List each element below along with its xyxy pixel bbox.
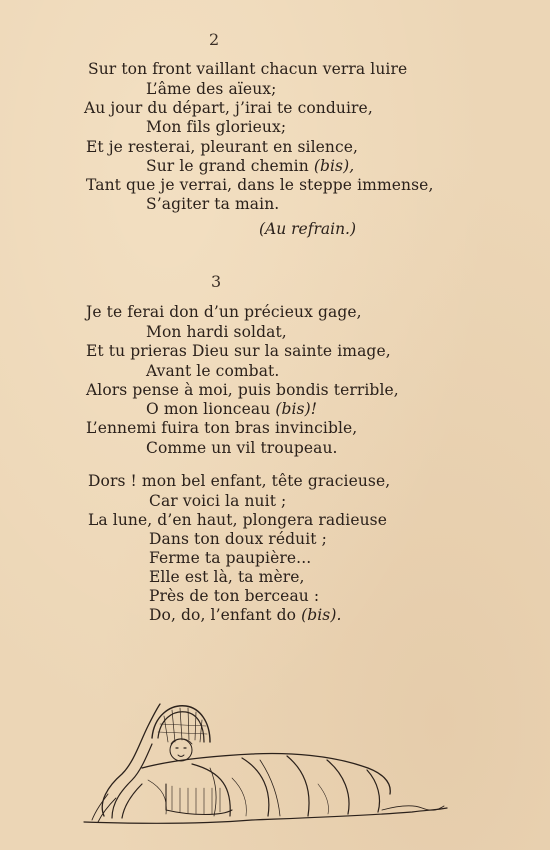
verse-line: Car voici la nuit ; xyxy=(149,492,287,510)
verse-line: Avant le combat. xyxy=(146,362,280,380)
verse-line: Comme un vil troupeau. xyxy=(146,439,338,457)
verse-line: Dans ton doux réduit ; xyxy=(149,530,327,548)
stanza-number: 2 xyxy=(209,30,220,49)
verse-line: Dors ! mon bel enfant, tête gracieuse, xyxy=(88,472,391,490)
verse-line: Et tu prieras Dieu sur la sainte image, xyxy=(86,342,391,360)
verse-line: La lune, d’en haut, plongera radieuse xyxy=(88,511,388,529)
verse-line: Mon fils glorieux; xyxy=(146,118,287,136)
verse-line: S’agiter ta main. xyxy=(146,195,280,213)
verse-line: Au jour du départ, j’irai te conduire, xyxy=(84,99,373,117)
verse-text: O mon lionceau xyxy=(146,400,271,418)
refrain-note: (Au refrain.) xyxy=(259,220,357,238)
bis-marker: (bis)! xyxy=(275,400,318,418)
verse-line xyxy=(146,400,317,418)
bis-marker: (bis). xyxy=(301,606,342,624)
verse-line: Elle est là, ta mère, xyxy=(149,568,305,586)
bis-marker: (bis), xyxy=(313,157,355,175)
verse-line: Près de ton berceau : xyxy=(149,587,320,605)
verse-line: Je te ferai don d’un précieux gage, xyxy=(86,303,362,321)
stanza-number: 3 xyxy=(211,272,222,291)
cradle-baby-illustration xyxy=(82,698,452,828)
verse-line: Alors pense à moi, puis bondis terrible, xyxy=(86,381,399,399)
verse-line: Sur ton front vaillant chacun verra luire xyxy=(88,60,408,78)
verse-line: L’âme des aïeux; xyxy=(146,80,277,98)
verse-line xyxy=(149,606,342,624)
verse-text: Sur le grand chemin xyxy=(146,157,309,175)
verse-line: Ferme ta paupière... xyxy=(149,549,312,567)
verse-line: Tant que je verrai, dans le steppe immense, xyxy=(86,176,434,194)
verse-text: Do, do, l’enfant do xyxy=(149,606,297,624)
verse-line: L’ennemi fuira ton bras invincible, xyxy=(86,419,358,437)
verse-line xyxy=(146,157,354,175)
verse-line: Mon hardi soldat, xyxy=(146,323,287,341)
verse-line: Et je resterai, pleurant en silence, xyxy=(86,138,359,156)
